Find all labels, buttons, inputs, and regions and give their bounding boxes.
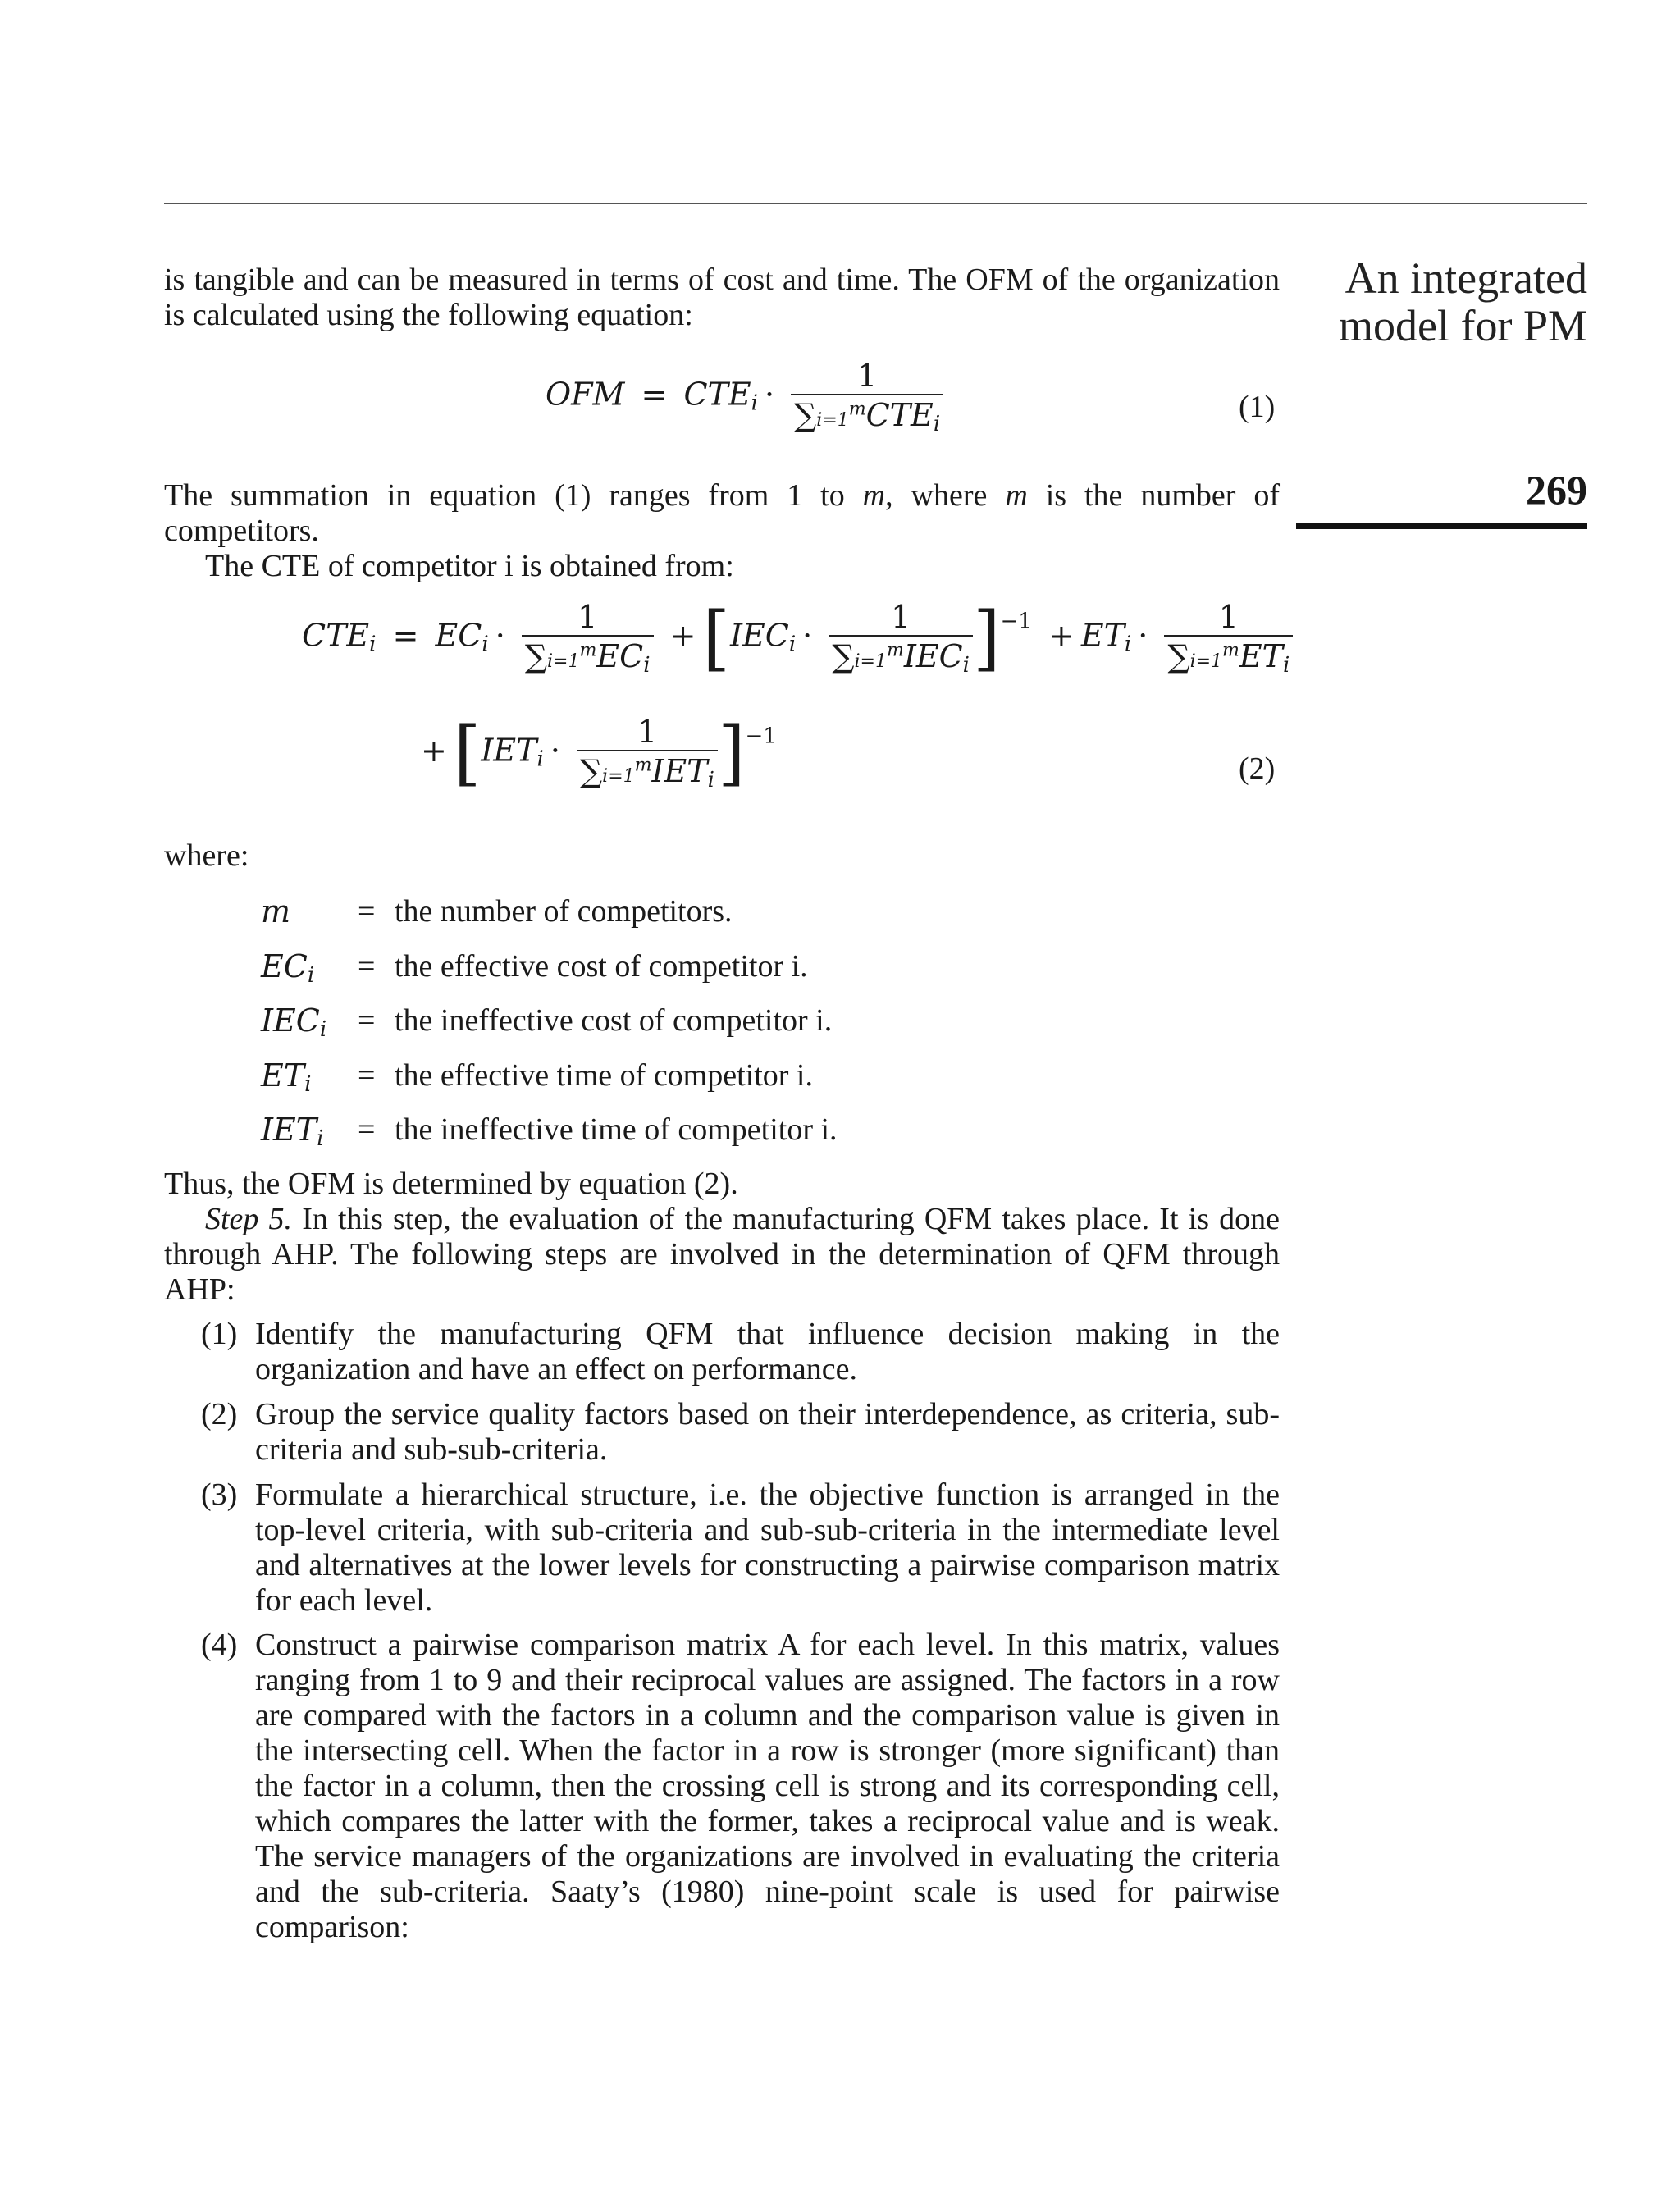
eq2-frac-ec-den [522, 637, 654, 678]
equation-2-line-1 [302, 599, 1293, 678]
sum-upper-limit: m [579, 640, 597, 661]
definition-text: the effective time of competitor i. [395, 1058, 813, 1093]
eq1-numerator: 1 [791, 358, 943, 395]
definition-symbol-sub: i [317, 1126, 324, 1151]
definition-text: the ineffective time of competitor i. [395, 1112, 838, 1147]
summation-symbol: ∑ [832, 638, 855, 674]
summation-symbol: ∑ [1167, 638, 1190, 674]
eq2-frac-et-den [1164, 637, 1293, 678]
definition-symbol [261, 1003, 359, 1048]
eq2-lhs-sub: i [369, 632, 377, 657]
step-5-text: In this step, the evaluation of the manufacturing QFM takes place. It is done through AHP. The following steps are involved in the determination of QFM through AHP: [164, 1202, 1280, 1307]
list-item-number: (1) [201, 1317, 238, 1351]
equation-2-number: (2) [1239, 751, 1276, 786]
summation-m2: m [1005, 478, 1028, 513]
paragraph-summation [164, 478, 1280, 549]
eq2-frac-et-den-term: ET [1239, 638, 1284, 674]
sum-lower-limit: i=1 [816, 410, 849, 431]
definition-equals: = [358, 894, 376, 929]
eq2-plus-2: + [1048, 617, 1075, 654]
eq1-term: CTE [683, 376, 751, 413]
definition-symbol-sub: i [307, 963, 315, 988]
eq2-dot-4: · [550, 732, 560, 769]
definition-symbol [261, 894, 359, 929]
eq2-left-bracket-2: [ [453, 712, 482, 794]
eq2-frac-iet-den-term: IET [651, 753, 708, 789]
eq1-lhs: OFM [546, 376, 625, 413]
definition-text: the effective cost of competitor i. [395, 949, 808, 984]
sum-lower-limit: i=1 [1189, 651, 1223, 672]
list-item-number: (2) [201, 1397, 238, 1432]
step-5-lead: Step 5. [205, 1202, 293, 1236]
list-item-text: Group the service quality factors based on their interdependence, as criteria, sub-criteria and sub-sub-criteria. [255, 1397, 1280, 1467]
equation-1-number: (1) [1239, 390, 1276, 424]
summation-m1: m [862, 478, 886, 513]
eq2-frac-iet-den [577, 751, 718, 792]
eq1-term-sub: i [751, 390, 758, 416]
summation-text-b: , where [885, 478, 1006, 513]
running-title-line-1: An integrated [1344, 253, 1587, 303]
eq2-ec-sub: i [482, 632, 489, 657]
eq1-den-sub: i [933, 412, 941, 436]
eq2-frac-iec-num: 1 [829, 599, 973, 637]
eq1-denominator [791, 395, 943, 436]
list-item-text: Identify the manufacturing QFM that influence decision making in the organization and have an effect on performance. [255, 1317, 1280, 1386]
eq2-frac-iec-den-sub: i [962, 653, 970, 678]
definition-text: the number of competitors. [395, 894, 733, 929]
running-title [1259, 254, 1587, 349]
summation-symbol: ∑ [794, 397, 817, 433]
eq2-dot-2: · [802, 617, 813, 654]
equation-2-line-2 [414, 714, 777, 792]
eq2-frac-ec [522, 599, 654, 678]
eq2-dot-3: · [1138, 617, 1148, 654]
definition-symbol-sub: i [319, 1017, 327, 1042]
eq2-frac-iec [829, 599, 973, 678]
eq1-dot: · [764, 376, 775, 413]
eq2-et: ET [1080, 617, 1125, 654]
paragraph-step-5 [164, 1202, 1280, 1308]
eq1-den-term: CTE [865, 397, 934, 433]
definition-equals: = [358, 1058, 376, 1093]
definition-symbol [261, 949, 359, 993]
eq2-equals: = [392, 617, 419, 654]
summation-text-a: The summation in equation (1) ranges from 1 to [164, 478, 863, 513]
summation-symbol: ∑ [524, 638, 548, 674]
eq1-equals: = [641, 376, 668, 413]
definition-symbol-text: IEC [261, 1002, 320, 1039]
list-item-text: Construct a pairwise comparison matrix A for each level. In this matrix, values ranging from 1 to 9 and their reciprocal values are assigned. The factors in a row are compared with the factors in a column and the comparison value is given in the intersecting cell. When the factor in a row is stronger (more significant) than the factor in a column, then the crossing cell is strong and its corresponding cell, which compares the latter with the former, takes a reciprocal value and is weak. The service managers of the organizations are involved in evaluating the criteria and the sub-criteria. Saaty’s (1980) nine-point scale is used for pairwise comparison: [255, 1628, 1280, 1944]
definition-equals: = [358, 1112, 376, 1147]
summation-symbol: ∑ [580, 753, 603, 789]
definition-symbol [261, 1112, 359, 1157]
sum-lower-limit: i=1 [547, 651, 580, 672]
eq2-iec-sub: i [788, 632, 797, 657]
paragraph-intro: is tangible and can be measured in terms of cost and time. The OFM of the organization is calculated using the following equation: [164, 263, 1280, 332]
eq2-frac-et-den-sub: i [1283, 653, 1290, 678]
eq2-frac-et [1164, 599, 1293, 678]
list-item-number: (4) [201, 1628, 238, 1662]
eq2-exponent-2: −1 [745, 724, 777, 749]
where-label: where: [164, 838, 249, 873]
paragraph-cte-intro: The CTE of competitor i is obtained from: [205, 549, 734, 583]
eq2-frac-iet-den-sub: i [707, 768, 714, 792]
eq2-et-sub: i [1124, 632, 1132, 657]
eq2-dot-1: · [495, 617, 505, 654]
header-rule [164, 203, 1587, 204]
eq2-exponent-1: −1 [1000, 609, 1032, 634]
definition-symbol-sub: i [304, 1072, 312, 1097]
eq2-right-bracket-1: ] [973, 597, 1001, 679]
eq1-fraction [791, 358, 943, 436]
list-item-text: Formulate a hierarchical structure, i.e. the objective function is arranged in the top-level criteria, with sub-criteria and sub-sub-criteria in the intermediate level and alternatives at the lower levels for constructing a pairwise comparison matrix for each level. [255, 1477, 1280, 1618]
definition-symbol [261, 1058, 359, 1103]
eq2-left-bracket-1: [ [702, 597, 731, 679]
eq2-iet-sub: i [536, 747, 544, 772]
eq2-iet: IET [481, 732, 537, 769]
eq2-frac-iec-den [829, 637, 973, 678]
definition-symbol-text: m [261, 893, 291, 929]
paragraph-thus: Thus, the OFM is determined by equation (2). [164, 1167, 738, 1201]
sum-upper-limit: m [1222, 640, 1239, 661]
page-number: 269 [1526, 467, 1587, 513]
definition-equals: = [358, 1003, 376, 1038]
eq2-frac-ec-den-term: EC [596, 638, 644, 674]
eq2-frac-iet-num: 1 [577, 714, 718, 751]
eq2-iec: IEC [730, 617, 789, 654]
sum-lower-limit: i=1 [854, 651, 887, 672]
eq2-frac-iec-den-term: IEC [903, 638, 963, 674]
eq2-frac-ec-num: 1 [522, 599, 654, 637]
definition-equals: = [358, 949, 376, 984]
page-number-rule [1296, 523, 1587, 529]
eq2-right-bracket-2: ] [717, 712, 746, 794]
definition-symbol-text: ET [261, 1057, 305, 1094]
eq2-frac-ec-den-sub: i [643, 653, 651, 678]
definition-symbol-text: IET [261, 1112, 317, 1148]
definition-symbol-text: EC [261, 948, 308, 984]
sum-upper-limit: m [848, 399, 866, 420]
equation-1 [546, 358, 943, 436]
definition-text: the ineffective cost of competitor i. [395, 1003, 833, 1038]
eq2-plus-3: + [421, 732, 447, 769]
sum-upper-limit: m [634, 755, 652, 776]
eq2-plus-1: + [669, 617, 696, 654]
eq2-lhs: CTE [302, 617, 370, 654]
sum-upper-limit: m [886, 640, 904, 661]
running-title-line-2: model for PM [1339, 301, 1587, 350]
summation-text-c: is the number of competitors. [164, 478, 1280, 548]
sum-lower-limit: i=1 [602, 766, 635, 787]
eq2-frac-et-num: 1 [1164, 599, 1293, 637]
list-item-number: (3) [201, 1477, 238, 1512]
eq2-ec: EC [435, 617, 482, 654]
eq2-frac-iet [577, 714, 718, 792]
